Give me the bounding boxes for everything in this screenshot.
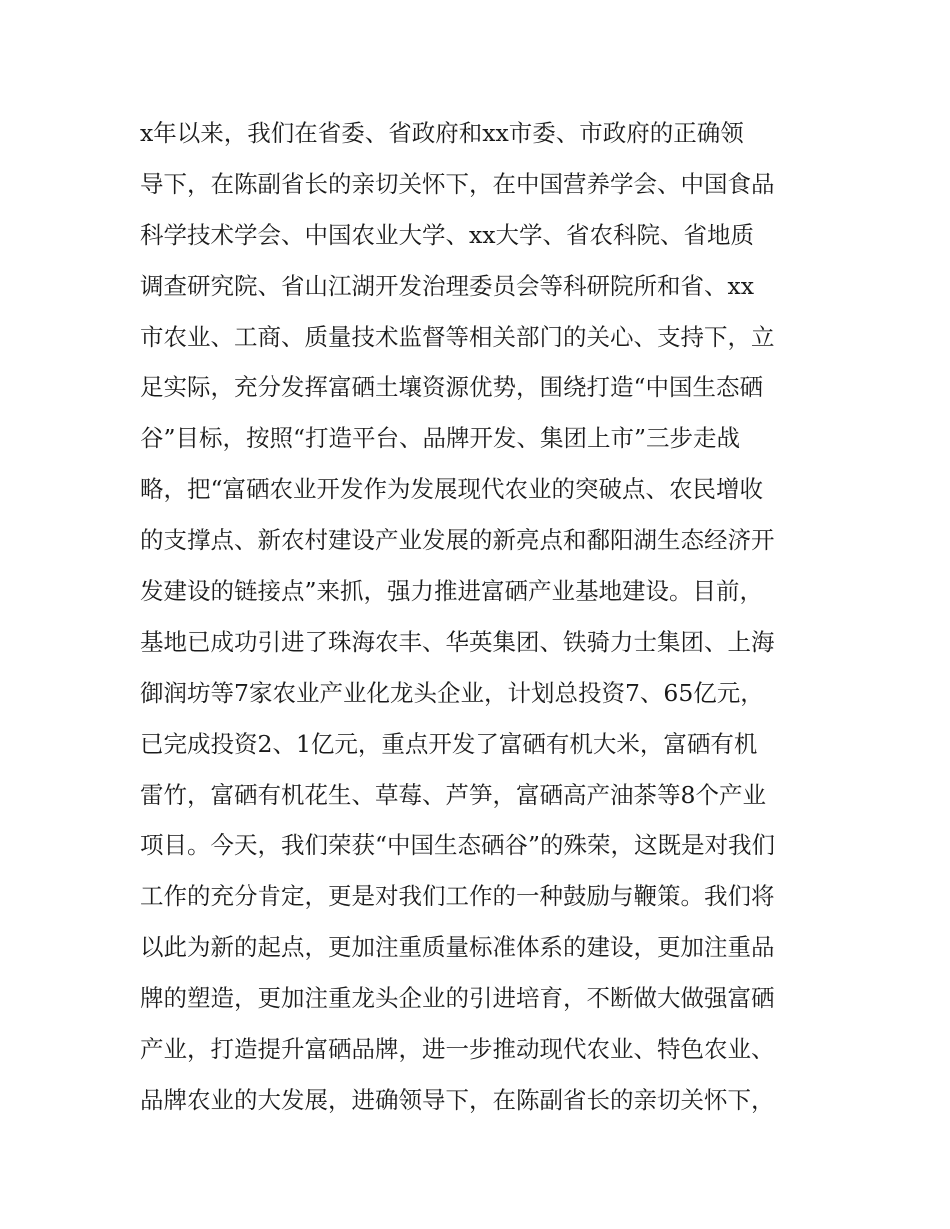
text-line: 御润坊等7家农业产业化龙头企业，计划总投资7、65亿元， — [140, 678, 764, 707]
text-line: 牌的塑造，更加注重龙头企业的引进培育，不断做大做强富硒 — [140, 984, 775, 1013]
text-line: 产业，打造提升富硒品牌，进一步推动现代农业、特色农业、 — [140, 1035, 775, 1064]
text-line: 工作的充分肯定，更是对我们工作的一种鼓励与鞭策。我们将 — [140, 882, 775, 911]
text-line: x年以来，我们在省委、省政府和xx市委、市政府的正确领 — [140, 119, 744, 147]
text-line: 谷”目标，按照“打造平台、品牌开发、集团上市”三步走战 — [140, 424, 741, 453]
text-line: 已完成投资2、1亿元，重点开发了富硒有机大米，富硒有机 — [140, 729, 758, 758]
text-line: 调查研究院、省山江湖开发治理委员会等科研院所和省、xx — [140, 271, 755, 300]
body-paragraph — [140, 108, 830, 1126]
text-line: 市农业、工商、质量技术监督等相关部门的关心、支持下，立 — [140, 322, 775, 351]
text-line: 科学技术学会、中国农业大学、xx大学、省农科院、省地质 — [140, 220, 755, 249]
text-line: 项目。今天，我们荣获“中国生态硒谷”的殊荣，这既是对我们 — [140, 831, 776, 860]
text-line: 足实际，充分发挥富硒土壤资源优势，围绕打造“中国生态硒 — [140, 373, 764, 402]
text-line: 以此为新的起点，更加注重质量标准体系的建设，更加注重品 — [140, 933, 775, 962]
text-line: 品牌农业的大发展，进确领导下，在陈副省长的亲切关怀下， — [140, 1085, 775, 1114]
text-line: 的支撑点、新农村建设产业发展的新亮点和鄱阳湖生态经济开 — [140, 526, 775, 555]
text-line: 发建设的链接点”来抓，强力推进富硒产业基地建设。目前， — [140, 577, 764, 606]
text-line: 略，把“富硒农业开发作为发展现代农业的突破点、农民增收 — [140, 475, 764, 504]
text-line: 雷竹，富硒有机花生、草莓、芦笋，富硒高产油茶等8个产业 — [140, 780, 766, 809]
text-line: 基地已成功引进了珠海农丰、华英集团、铁骑力士集团、上海 — [140, 627, 775, 656]
text-line: 导下，在陈副省长的亲切关怀下，在中国营养学会、中国食品 — [140, 169, 775, 198]
